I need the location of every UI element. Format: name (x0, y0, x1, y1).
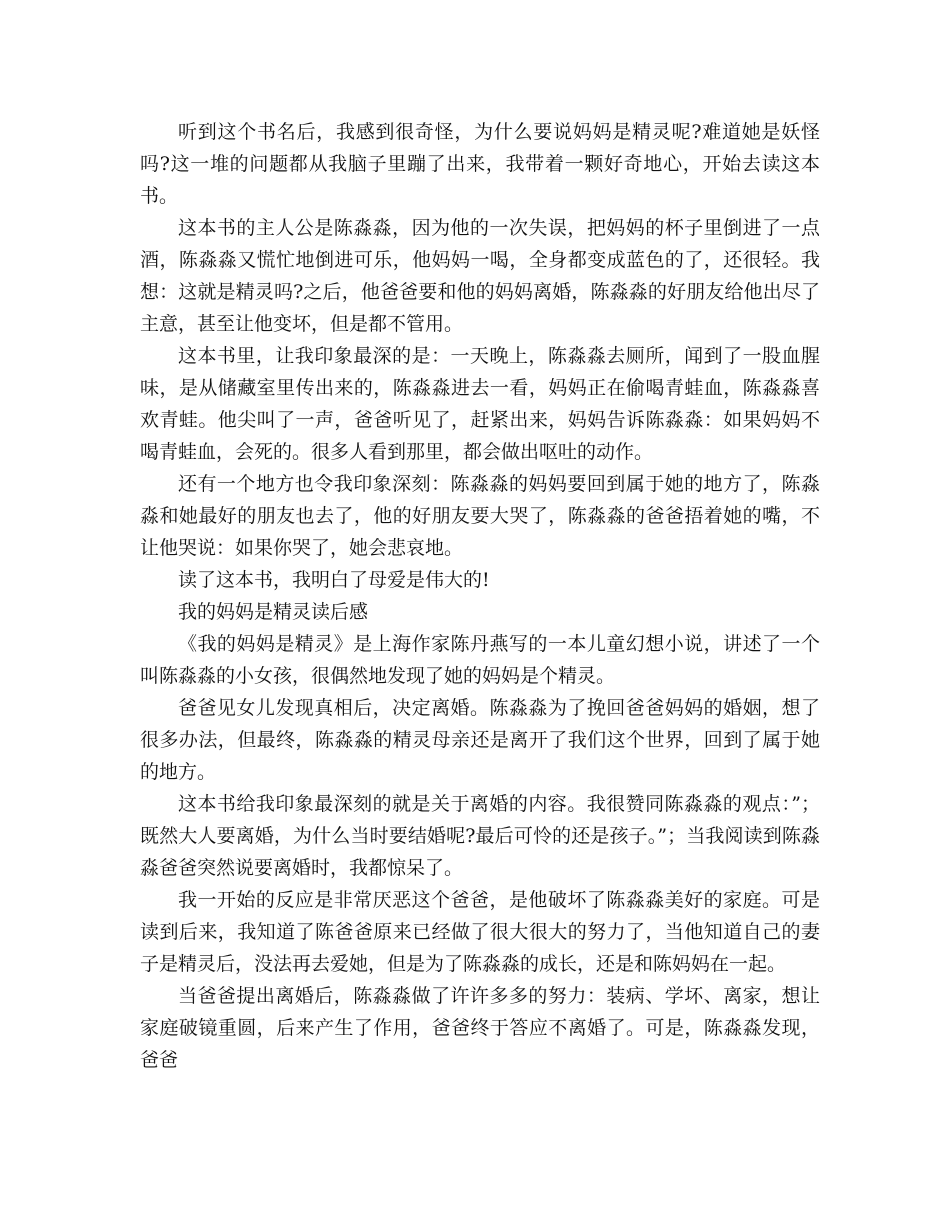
paragraph-1: 听到这个书名后，我感到很奇怪，为什么要说妈妈是精灵呢?难道她是妖怪吗?这一堆的问题都从我脑子里蹦了出来，我带着一颗好奇地心，开始去读这本书。 (140, 121, 820, 207)
paragraph-10: 我一开始的反应是非常厌恶这个爸爸，是他破坏了陈淼淼美好的家庭。可是读到后来，我知道了陈爸爸原来已经做了很大很大的努力了，当他知道自己的妻子是精灵后，没法再去爱她，但是为了陈淼淼的成长，还是和陈妈妈在一起。 (140, 889, 820, 975)
paragraph-7: 《我的妈妈是精灵》是上海作家陈丹燕写的一本儿童幻想小说，讲述了一个叫陈淼淼的小女孩，很偶然地发现了她的妈妈是个精灵。 (140, 633, 820, 687)
paragraph-9: 这本书给我印象最深刻的就是关于离婚的内容。我很赞同陈淼淼的观点：”；既然大人要离婚，为什么当时要结婚呢?最后可怜的还是孩子。”；当我阅读到陈淼淼爸爸突然说要离婚时，我都惊呆了。 (140, 793, 820, 879)
paragraph-11: 当爸爸提出离婚后，陈淼淼做了许许多多的努力：装病、学坏、离家，想让家庭破镜重圆，后来产生了作用，爸爸终于答应不离婚了。可是，陈淼淼发现，爸爸 (140, 985, 820, 1071)
paragraph-4: 还有一个地方也令我印象深刻：陈淼淼的妈妈要回到属于她的地方了，陈淼淼和她最好的朋友也去了，他的好朋友要大哭了，陈淼淼的爸爸捂着她的嘴，不让他哭说：如果你哭了，她会悲哀地。 (140, 473, 820, 559)
paragraph-5: 读了这本书，我明白了母爱是伟大的! (178, 569, 490, 591)
section-title: 我的妈妈是精灵读后感 (178, 601, 369, 623)
document-body (140, 116, 820, 1076)
paragraph-2: 这本书的主人公是陈淼淼，因为他的一次失误，把妈妈的杯子里倒进了一点酒，陈淼淼又慌忙地倒进可乐，他妈妈一喝，全身都变成蓝色的了，还很轻。我想：这就是精灵吗?之后，他爸爸要和他的妈妈离婚，陈淼淼的好朋友给他出尽了主意，甚至让他变坏，但是都不管用。 (140, 217, 820, 335)
paragraph-3: 这本书里，让我印象最深的是：一天晚上，陈淼淼去厕所，闻到了一股血腥味，是从储藏室里传出来的，陈淼淼进去一看，妈妈正在偷喝青蛙血，陈淼淼喜欢青蛙。他尖叫了一声，爸爸听见了，赶紧出来，妈妈告诉陈淼淼：如果妈妈不喝青蛙血，会死的。很多人看到那里，都会做出呕吐的动作。 (140, 345, 820, 463)
paragraph-8: 爸爸见女儿发现真相后，决定离婚。陈淼淼为了挽回爸爸妈妈的婚姻，想了很多办法，但最终，陈淼淼的精灵母亲还是离开了我们这个世界，回到了属于她的地方。 (140, 697, 820, 783)
